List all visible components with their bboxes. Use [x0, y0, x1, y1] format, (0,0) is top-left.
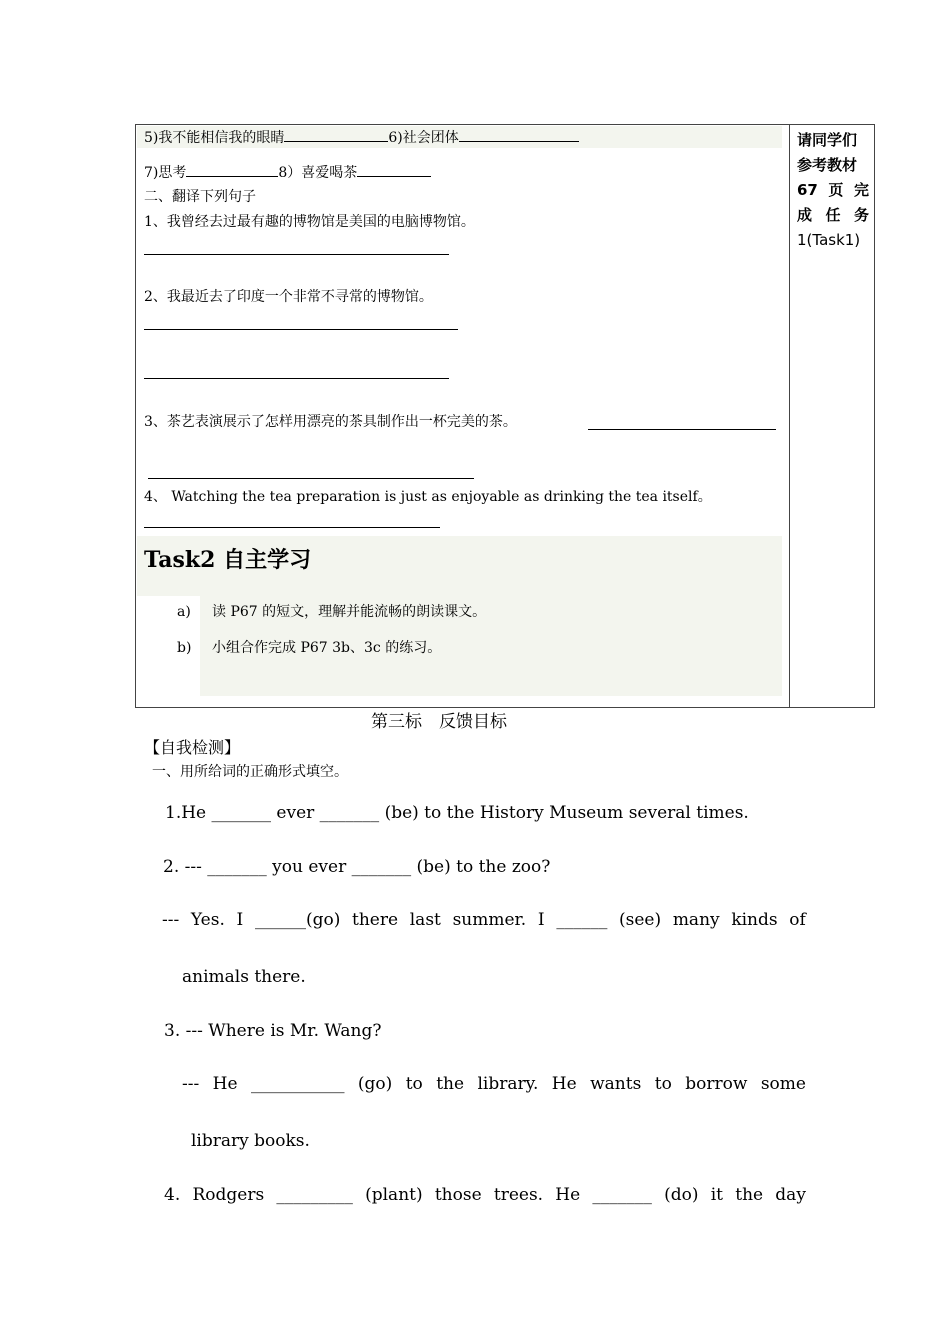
word: borrow	[685, 1074, 748, 1094]
word: summer.	[452, 910, 527, 930]
word: ___________	[250, 1074, 345, 1094]
question-1: 1.He _______ ever _______ (be) to the History Museum several times.	[165, 803, 749, 823]
question-4	[164, 1183, 806, 1207]
answer-line	[148, 478, 474, 479]
word: it	[710, 1185, 724, 1205]
word: 4.	[164, 1185, 181, 1205]
word: He	[551, 1074, 577, 1094]
word: I	[537, 910, 545, 930]
word: to	[405, 1074, 423, 1094]
side-note-text: 参考教材	[797, 156, 858, 174]
blank-line	[357, 162, 431, 177]
self-check-heading: 【自我检测】	[144, 738, 241, 757]
side-note-line	[797, 153, 869, 178]
sentence-4: 4、 Watching the tea preparation is just as enjoyable as drinking the tea itself。	[144, 489, 712, 505]
side-note-text: 任	[825, 206, 841, 224]
blank-line	[459, 127, 579, 142]
answer-line	[144, 254, 449, 255]
word: Yes.	[190, 910, 225, 930]
side-note-line	[797, 203, 869, 228]
vocab-item-8: 8）喜爱喝茶	[278, 165, 358, 181]
vocab-row-2	[144, 162, 431, 183]
word: day	[775, 1185, 806, 1205]
question-2: 2. --- _______ you ever _______ (be) to the zoo?	[163, 857, 551, 877]
word: (see)	[619, 910, 662, 930]
word: those	[434, 1185, 482, 1205]
word: library.	[477, 1074, 539, 1094]
word: Rodgers	[192, 1185, 265, 1205]
word: the	[735, 1185, 764, 1205]
side-note-line	[797, 178, 869, 203]
word: ---	[162, 910, 180, 930]
side-note-line	[797, 128, 869, 153]
word: ______(go)	[254, 910, 341, 930]
word: ______	[556, 910, 608, 930]
answer-line	[144, 378, 449, 379]
blank-line	[284, 127, 388, 142]
word: (plant)	[365, 1185, 423, 1205]
side-note-text: 务	[853, 206, 869, 224]
question-3-answer	[182, 1072, 806, 1096]
sentence-3	[144, 412, 517, 432]
question-3: 3. --- Where is Mr. Wang?	[164, 1021, 382, 1041]
task2-item-b-marker: b)	[177, 640, 192, 656]
answer-line	[144, 329, 458, 330]
word: some	[760, 1074, 806, 1094]
word: many	[672, 910, 720, 930]
word: (do)	[664, 1185, 699, 1205]
side-note-text: 请同学们	[797, 131, 858, 149]
table-column-divider	[789, 124, 790, 708]
fill-in-instruction: 一、用所给词的正确形式填空。	[152, 764, 348, 780]
side-note-text: 67	[797, 181, 818, 199]
section-2-title: 二、翻译下列句子	[144, 189, 256, 205]
word: there	[352, 910, 399, 930]
word: wants	[590, 1074, 642, 1094]
word: of	[789, 910, 806, 930]
side-note-line	[797, 228, 869, 253]
word: trees.	[493, 1185, 544, 1205]
answer-line	[144, 527, 440, 528]
word: last	[409, 910, 441, 930]
answer-line	[588, 429, 776, 430]
question-2-answer-cont: animals there.	[182, 967, 306, 987]
side-note-text: 1(Task1)	[797, 231, 861, 249]
task2-item-a-marker: a)	[177, 604, 191, 620]
word: He	[555, 1185, 581, 1205]
sentence-3-text: 3、茶艺表演展示了怎样用漂亮的茶具制作出一杯完美的茶。	[144, 414, 517, 430]
word: (go)	[357, 1074, 393, 1094]
sentence-2: 2、我最近去了印度一个非常不寻常的博物馆。	[144, 289, 433, 305]
task2-item-a: 读 P67 的短文，理解并能流畅的朗读课文。	[212, 604, 487, 620]
word: ---	[182, 1074, 200, 1094]
side-note-text: 成	[797, 206, 813, 224]
vocab-item-5: 5)我不能相信我的眼睛	[144, 130, 285, 146]
vocab-item-7: 7)思考	[144, 165, 187, 181]
word: _______	[592, 1185, 652, 1205]
word: to	[654, 1074, 672, 1094]
vocab-item-6: 6)社会团体	[388, 130, 459, 146]
question-3-answer-cont: library books.	[191, 1131, 310, 1151]
task2-item-b: 小组合作完成 P67 3b、3c 的练习。	[212, 640, 442, 656]
word: _________	[276, 1185, 353, 1205]
vocab-row-1	[144, 127, 579, 148]
blank-line	[186, 162, 278, 177]
side-note-text: 完	[853, 181, 869, 199]
word: kinds	[731, 910, 778, 930]
question-2-answer	[162, 908, 806, 932]
side-note-text: 页	[828, 181, 844, 199]
feedback-heading: 第三标 反馈目标	[371, 712, 507, 732]
word: the	[436, 1074, 465, 1094]
task2-title: Task2 自主学习	[144, 547, 312, 573]
word: I	[236, 910, 244, 930]
word: He	[212, 1074, 238, 1094]
side-note	[797, 128, 869, 253]
sentence-1: 1、我曾经去过最有趣的博物馆是美国的电脑博物馆。	[144, 214, 475, 230]
